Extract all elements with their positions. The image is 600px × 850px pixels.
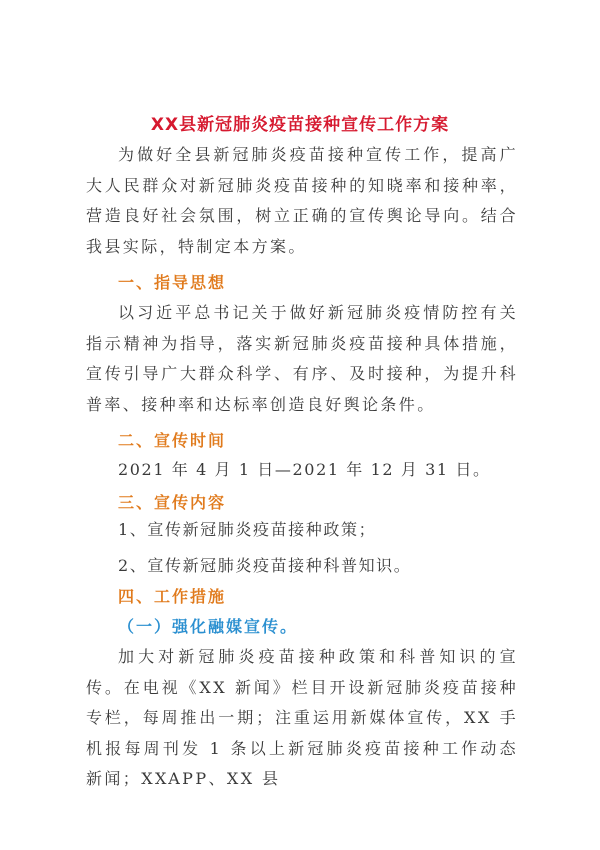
subsection-heading: （一）强化融媒宣传。 <box>118 617 299 636</box>
section-2-block <box>86 455 518 485</box>
document-title: XX县新冠肺炎疫苗接种宣传工作方案 <box>150 115 450 135</box>
section-heading-3: 三、宣传内容 <box>118 493 227 512</box>
list-item: 2、宣传新冠肺炎疫苗接种科普知识。 <box>118 556 412 575</box>
section-1-body: 以习近平总书记关于做好新冠肺炎疫情防控有关指示精神为指导，落实新冠肺炎疫苗接种具体措施，宣传引导广大群众科学、有序、及时接种，为提升科普率、接种率和达标率创造良好舆论条件。 <box>86 303 518 414</box>
section-1-block <box>86 298 518 420</box>
section-4-block <box>86 642 518 795</box>
section-heading-4: 四、工作措施 <box>118 587 227 606</box>
section-4-body: 加大对新冠肺炎疫苗接种政策和科普知识的宣传。在电视《XX 新闻》栏目开设新冠肺炎疫苗接种专栏，每周推出一期；注重运用新媒体宣传，XX 手机报每周刊发 1 条以上新冠肺炎疫苗接种工作动态新闻；XXAPP、XX 县 <box>86 647 518 788</box>
section-2-body: 2021 年 4 月 1 日—2021 年 12 月 31 日。 <box>118 460 491 479</box>
list-item: 1、宣传新冠肺炎疫苗接种政策； <box>118 520 377 539</box>
section-heading-2: 二、宣传时间 <box>118 431 227 450</box>
intro-paragraph: 为做好全县新冠肺炎疫苗接种宣传工作，提高广大人民群众对新冠肺炎疫苗接种的知晓率和接种率，营造良好社会氛围，树立正确的宣传舆论导向。结合我县实际，特制定本方案。 <box>86 145 518 256</box>
intro-block <box>86 140 518 262</box>
section-3-list <box>86 515 518 581</box>
section-heading-1: 一、指导思想 <box>118 273 227 292</box>
